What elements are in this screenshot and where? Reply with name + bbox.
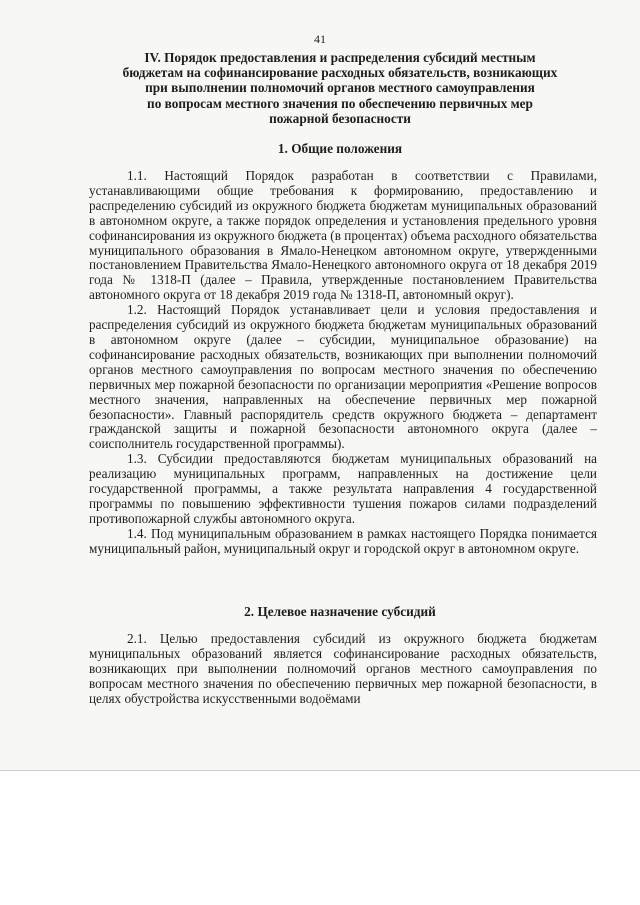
paragraph-1-1: 1.1. Настоящий Порядок разработан в соответствии с Правилами, устанавливающими общие требования к формированию, предоставлению и распределению субсидий из окружного бюджета бюджетам муниципальных образований в автономном округе, а также порядок определения и установления предельного уровня софинансирования из окружного бюджета (в процентах) объема расходного обязательства муниципального образования в Ямало-Ненецком автономном округе, утвержденными постановлением Правительства Ямало-Ненецкого автономного округа от 18 декабря 2019 года № 1318-П (далее – Правила, утвержденные постановлением Правительства автономного округа от 18 декабря 2019 года № 1318-П, автономный округ). xyxy=(89,168,597,303)
page-number: 41 xyxy=(314,32,326,46)
section-title-line: при выполнении полномочий органов местного самоуправления xyxy=(145,80,535,96)
paragraph-2-1: 2.1. Целью предоставления субсидий из окружного бюджета бюджетам муниципальных образований является софинансирование расходных обязательств, возникающих при выполнении полномочий органов местного самоуправления по вопросам местного значения по обеспечению первичных мер пожарной безопасности, в целях обустройства искусственными водоёмами xyxy=(89,631,597,706)
purpose-text xyxy=(89,632,597,707)
section-title-line: бюджетам на софинансирование расходных обязательств, возникающих xyxy=(122,65,558,81)
section-title-line: IV. Порядок предоставления и распределения субсидий местным xyxy=(144,50,536,65)
page-edge xyxy=(0,770,640,771)
paragraph-1-3: 1.3. Субсидии предоставляются бюджетам муниципальных образований на реализацию муниципальных программ, направленных на достижение цели государственной программы, а также результата направления 4 государственной программы по повышению эффективности тушения пожаров силами подразделений противопожарной службы автономного округа. xyxy=(89,451,597,526)
subheading-general-provisions: 1. Общие положения xyxy=(277,141,403,156)
section-title-line: по вопросам местного значения по обеспечению первичных мер xyxy=(147,95,533,111)
section-title-line: пожарной безопасности xyxy=(269,110,411,126)
subheading-purpose-of-subsidies: 2. Целевое назначение субсидий xyxy=(244,604,436,619)
paragraph-1-4: 1.4. Под муниципальным образованием в рамках настоящего Порядка понимается муниципальный район, муниципальный округ и городской округ в автономном округе. xyxy=(89,525,597,556)
general-provisions-text xyxy=(89,169,597,557)
paragraph-1-2: 1.2. Настоящий Порядок устанавливает цели и условия предоставления и распределения субсидий из окружного бюджета бюджетам муниципальных образований в автономном округе (далее – субсидии, муниципальное образование) на софинансирование расходных обязательств, возникающих при выполнении полномочий органов местного самоуправления по вопросам местного значения по обеспечению первичных мер пожарной безопасности по организации мероприятия «Решение вопросов местного значения, направленных на обеспечение первичных мер пожарной безопасности». Главный распорядитель средств окружного бюджета – департамент гражданской защиты и пожарной безопасности автономного округа (далее – соисполнитель государственной программы). xyxy=(89,302,597,452)
section-title xyxy=(80,50,600,126)
